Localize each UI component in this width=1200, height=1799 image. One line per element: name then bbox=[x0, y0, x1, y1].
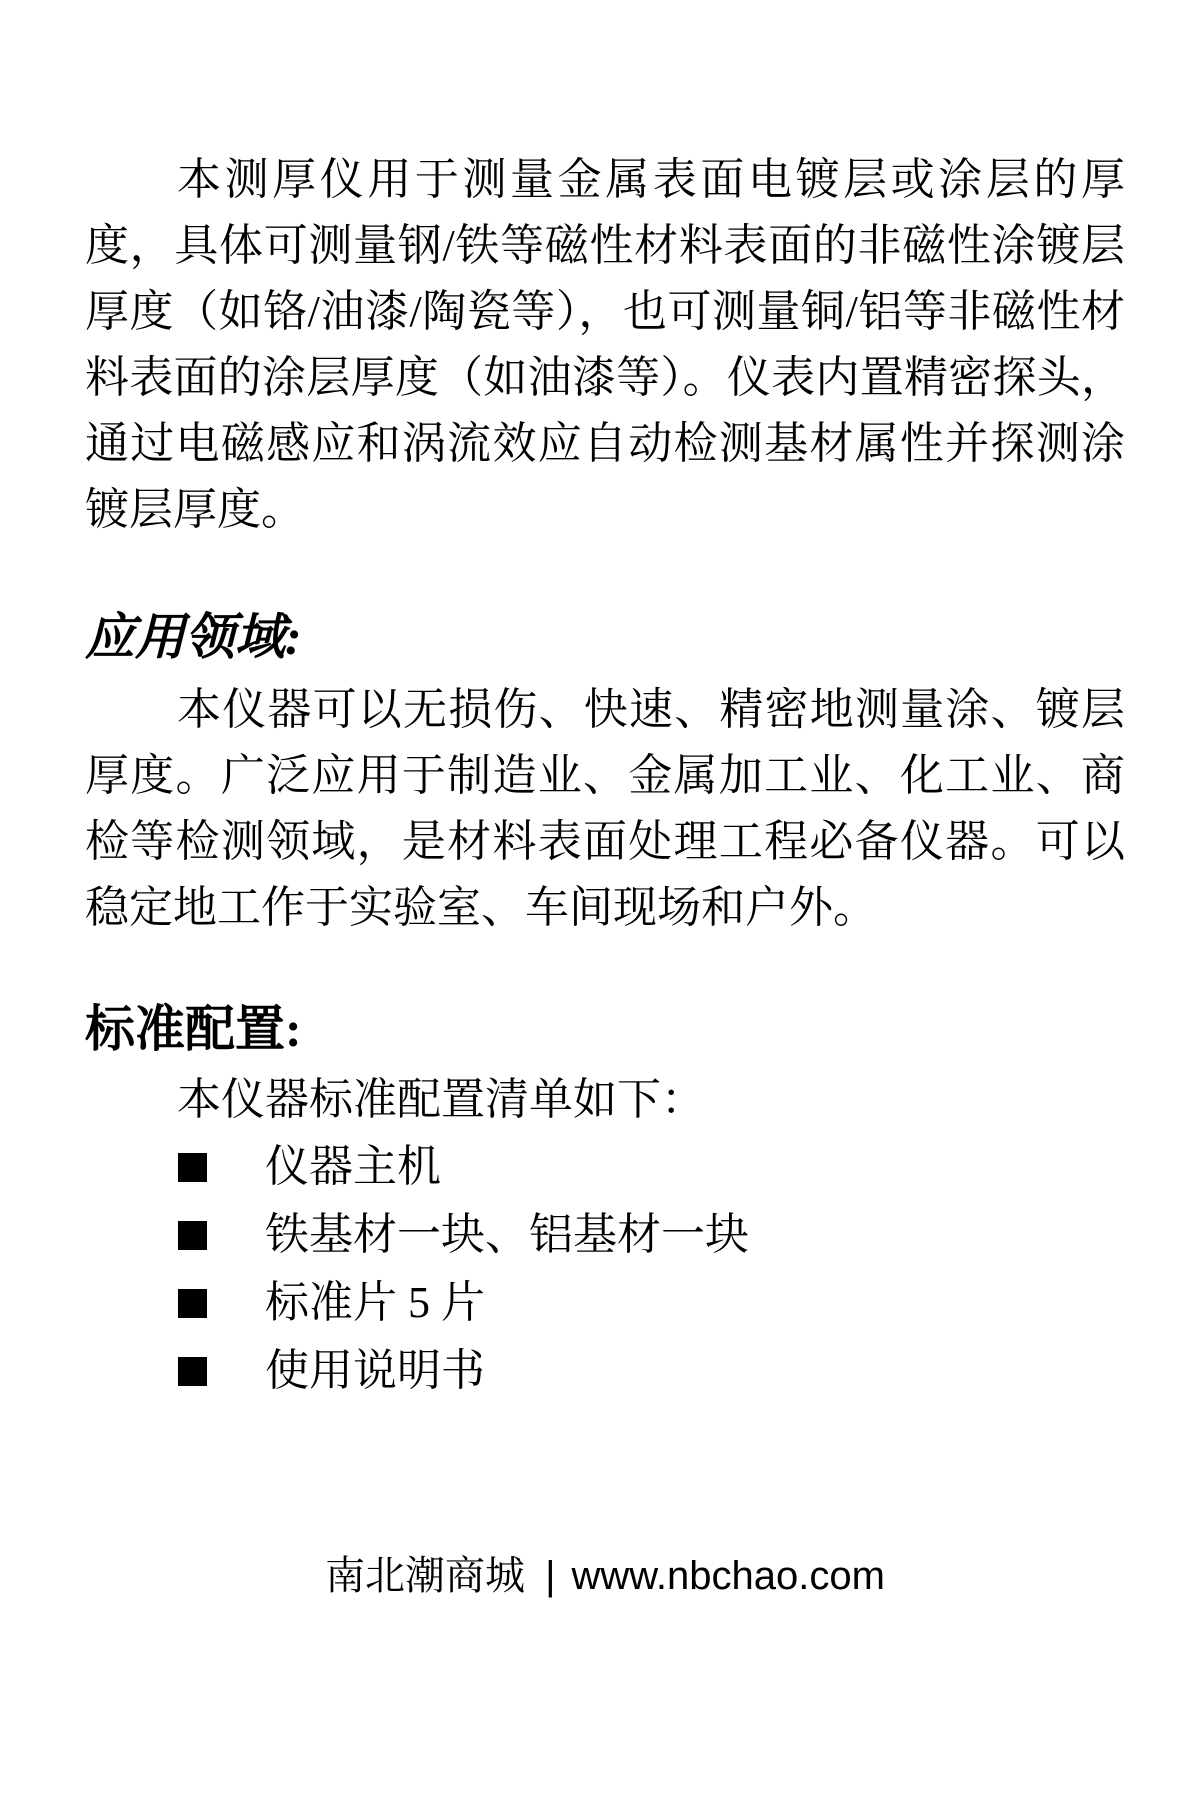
footer-site-name: 南北潮商城 bbox=[325, 1553, 526, 1598]
black-square-bullet-icon bbox=[178, 1153, 207, 1182]
configuration-intro: 本仪器标准配置清单如下： bbox=[177, 1075, 705, 1124]
configuration-list bbox=[85, 1133, 1125, 1405]
list-item bbox=[85, 1269, 1125, 1337]
black-square-bullet-icon bbox=[178, 1221, 207, 1250]
black-square-bullet-icon bbox=[178, 1357, 207, 1386]
list-item-label: 标准片 5 片 bbox=[265, 1278, 485, 1327]
intro-paragraph: 本测厚仪用于测量金属表面电镀层或涂层的厚度，具体可测量钢/铁等磁性材料表面的非磁性涂镀层厚度（如铬/油漆/陶瓷等），也可测量铜/铝等非磁性材料表面的涂层厚度（如油漆等）。仪表内置精密探头，通过电磁感应和涡流效应自动检测基材属性并探测涂镀层厚度。 bbox=[85, 155, 1125, 534]
footer-separator: | bbox=[545, 1554, 556, 1598]
section-heading-application: 应用领域: bbox=[85, 609, 302, 665]
list-item-label: 使用说明书 bbox=[265, 1346, 485, 1395]
list-item bbox=[85, 1337, 1125, 1405]
section-heading-configuration: 标准配置: bbox=[85, 1001, 302, 1057]
page-footer bbox=[85, 1550, 1125, 1602]
footer-url: www.nbchao.com bbox=[571, 1554, 885, 1598]
application-paragraph: 本仪器可以无损伤、快速、精密地测量涂、镀层厚度。广泛应用于制造业、金属加工业、化工业、商检等检测领域，是材料表面处理工程必备仪器。可以稳定地工作于实验室、车间现场和户外。 bbox=[85, 685, 1125, 932]
list-item bbox=[85, 1133, 1125, 1201]
black-square-bullet-icon bbox=[178, 1289, 207, 1318]
list-item-label: 仪器主机 bbox=[265, 1142, 441, 1191]
list-item-label: 铁基材一块、铝基材一块 bbox=[265, 1210, 749, 1259]
list-item bbox=[85, 1201, 1125, 1269]
